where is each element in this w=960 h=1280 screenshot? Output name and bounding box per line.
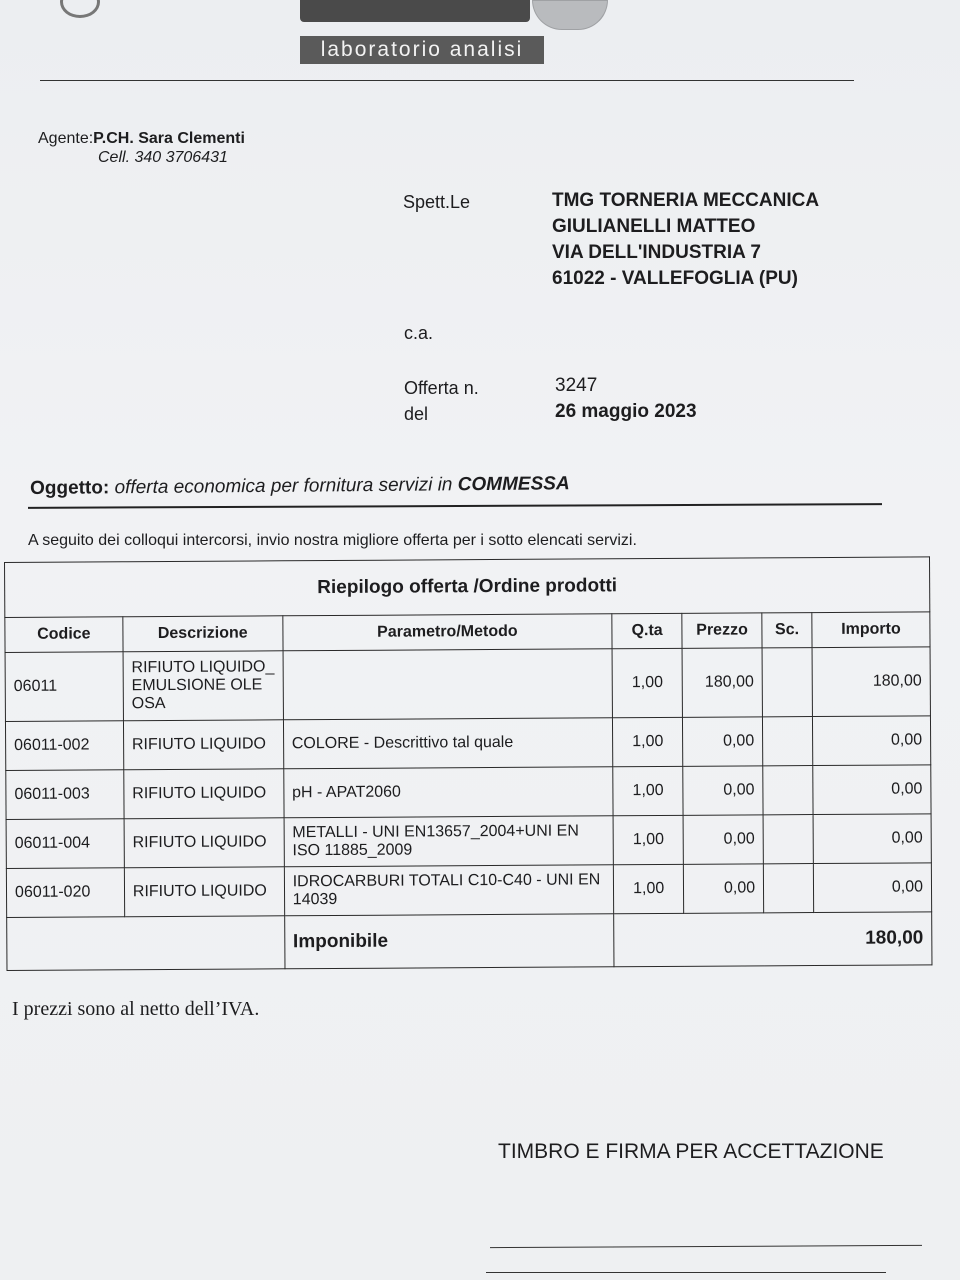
- cell-amount: 0,00: [813, 716, 931, 766]
- offer-number: 3247: [555, 375, 598, 396]
- agent-label: Agente:: [38, 130, 94, 147]
- subject-emphasis: COMMESSA: [457, 473, 570, 496]
- subject-text: offerta economica per fornitura servizi in: [114, 474, 453, 499]
- cell-discount: [763, 864, 813, 913]
- cell-discount: [763, 717, 813, 766]
- header-divider: [40, 80, 854, 81]
- address-line: 61022 - VALLEFOGLIA (PU): [552, 268, 798, 289]
- cell-discount: [763, 766, 813, 815]
- ca-label: c.a.: [404, 323, 434, 343]
- table-row: [6, 765, 931, 820]
- cell-qty: 1,00: [613, 717, 683, 766]
- cell-parameter: IDROCARBURI TOTALI C10-C40 - UNI EN 14039: [284, 865, 614, 916]
- address-line: TMG TORNERIA MECCANICA: [552, 190, 820, 211]
- column-header: Q.ta: [612, 613, 682, 648]
- offer-date-label: del: [404, 404, 429, 424]
- cell-parameter: pH - APAT2060: [283, 767, 613, 818]
- offer-table: [4, 556, 932, 971]
- recipient-label: Spett.Le: [403, 192, 471, 212]
- cell-qty: 1,00: [613, 766, 683, 815]
- offer-number-label: Offerta n.: [404, 378, 479, 398]
- total-label: Imponibile: [284, 914, 614, 969]
- subject-line: [30, 473, 570, 500]
- column-header: Prezzo: [682, 613, 762, 648]
- agent-phone: Cell. 340 3706431: [98, 149, 228, 166]
- cell-description: RIFIUTO LIQUIDO: [124, 818, 284, 868]
- column-header: Codice: [5, 617, 123, 653]
- cell-code: 06011-003: [6, 770, 124, 820]
- signature-line: [490, 1245, 922, 1248]
- column-header: Descrizione: [123, 616, 283, 652]
- cell-price: 0,00: [684, 864, 764, 913]
- cell-qty: 1,00: [613, 815, 683, 864]
- cell-price: 180,00: [682, 648, 762, 717]
- offer-values: [555, 373, 697, 425]
- signature-line: [486, 1272, 886, 1273]
- cell-parameter: METALLI - UNI EN13657_2004+UNI EN ISO 11885_2009: [284, 816, 614, 867]
- total-amount: 180,00: [614, 912, 932, 967]
- table-row: [5, 716, 930, 771]
- total-spacer: [7, 916, 285, 971]
- cell-discount: [763, 815, 813, 864]
- logo-gear-icon: [532, 0, 608, 30]
- table-row: [6, 814, 931, 869]
- table-header-row: [5, 612, 930, 653]
- cell-amount: 0,00: [813, 814, 931, 864]
- logo-subtitle: laboratorio analisi: [300, 36, 544, 64]
- cell-qty: 1,00: [612, 648, 682, 717]
- column-header: Importo: [812, 612, 930, 648]
- signature-label: TIMBRO E FIRMA PER ACCETTAZIONE: [498, 1140, 884, 1163]
- cell-description: RIFIUTO LIQUIDO: [123, 720, 283, 770]
- address-line: VIA DELL'INDUSTRIA 7: [552, 242, 761, 263]
- cell-code: 06011-004: [6, 819, 124, 869]
- offer-date: 26 maggio 2023: [555, 401, 697, 422]
- table-title: Riepilogo offerta /Ordine prodotti: [5, 557, 930, 618]
- company-logo: [300, 0, 530, 22]
- cell-code: 06011: [5, 652, 123, 722]
- cell-parameter: [283, 649, 613, 720]
- cell-description: RIFIUTO LIQUIDO: [124, 867, 284, 917]
- cell-code: 06011-002: [5, 721, 123, 771]
- cell-qty: 1,00: [614, 864, 684, 913]
- column-header: Sc.: [762, 613, 812, 648]
- cell-price: 0,00: [683, 815, 763, 864]
- cell-amount: 0,00: [813, 765, 931, 815]
- agent-line: [38, 130, 245, 148]
- subject-label: Oggetto:: [30, 477, 110, 499]
- cell-amount: 0,00: [813, 863, 931, 913]
- cell-code: 06011-020: [6, 868, 124, 918]
- cell-price: 0,00: [683, 766, 763, 815]
- cell-amount: 180,00: [812, 647, 930, 717]
- subject-underline: [28, 503, 882, 509]
- cell-parameter: COLORE - Descrittivo tal quale: [283, 718, 613, 769]
- column-header: Parametro/Metodo: [283, 614, 613, 651]
- address-line: GIULIANELLI MATTEO: [552, 216, 756, 237]
- cell-description: RIFIUTO LIQUIDO_EMULSIONE OLEOSA: [123, 651, 283, 721]
- binder-ring: [60, 0, 100, 18]
- offer-labels: [404, 375, 479, 427]
- cell-discount: [762, 648, 812, 717]
- total-row: [7, 912, 932, 971]
- table-title-row: [5, 557, 930, 618]
- table-row: [5, 647, 930, 722]
- recipient-address: [552, 188, 819, 292]
- cell-description: RIFIUTO LIQUIDO: [124, 769, 284, 819]
- table-row: [6, 863, 931, 918]
- intro-text: A seguito dei colloqui intercorsi, invio nostra migliore offerta per i sotto elencati servizi.: [28, 532, 637, 549]
- vat-note: I prezzi sono al netto dell’IVA.: [12, 998, 260, 1020]
- agent-name: P.CH. Sara Clementi: [93, 130, 245, 147]
- cell-price: 0,00: [683, 717, 763, 766]
